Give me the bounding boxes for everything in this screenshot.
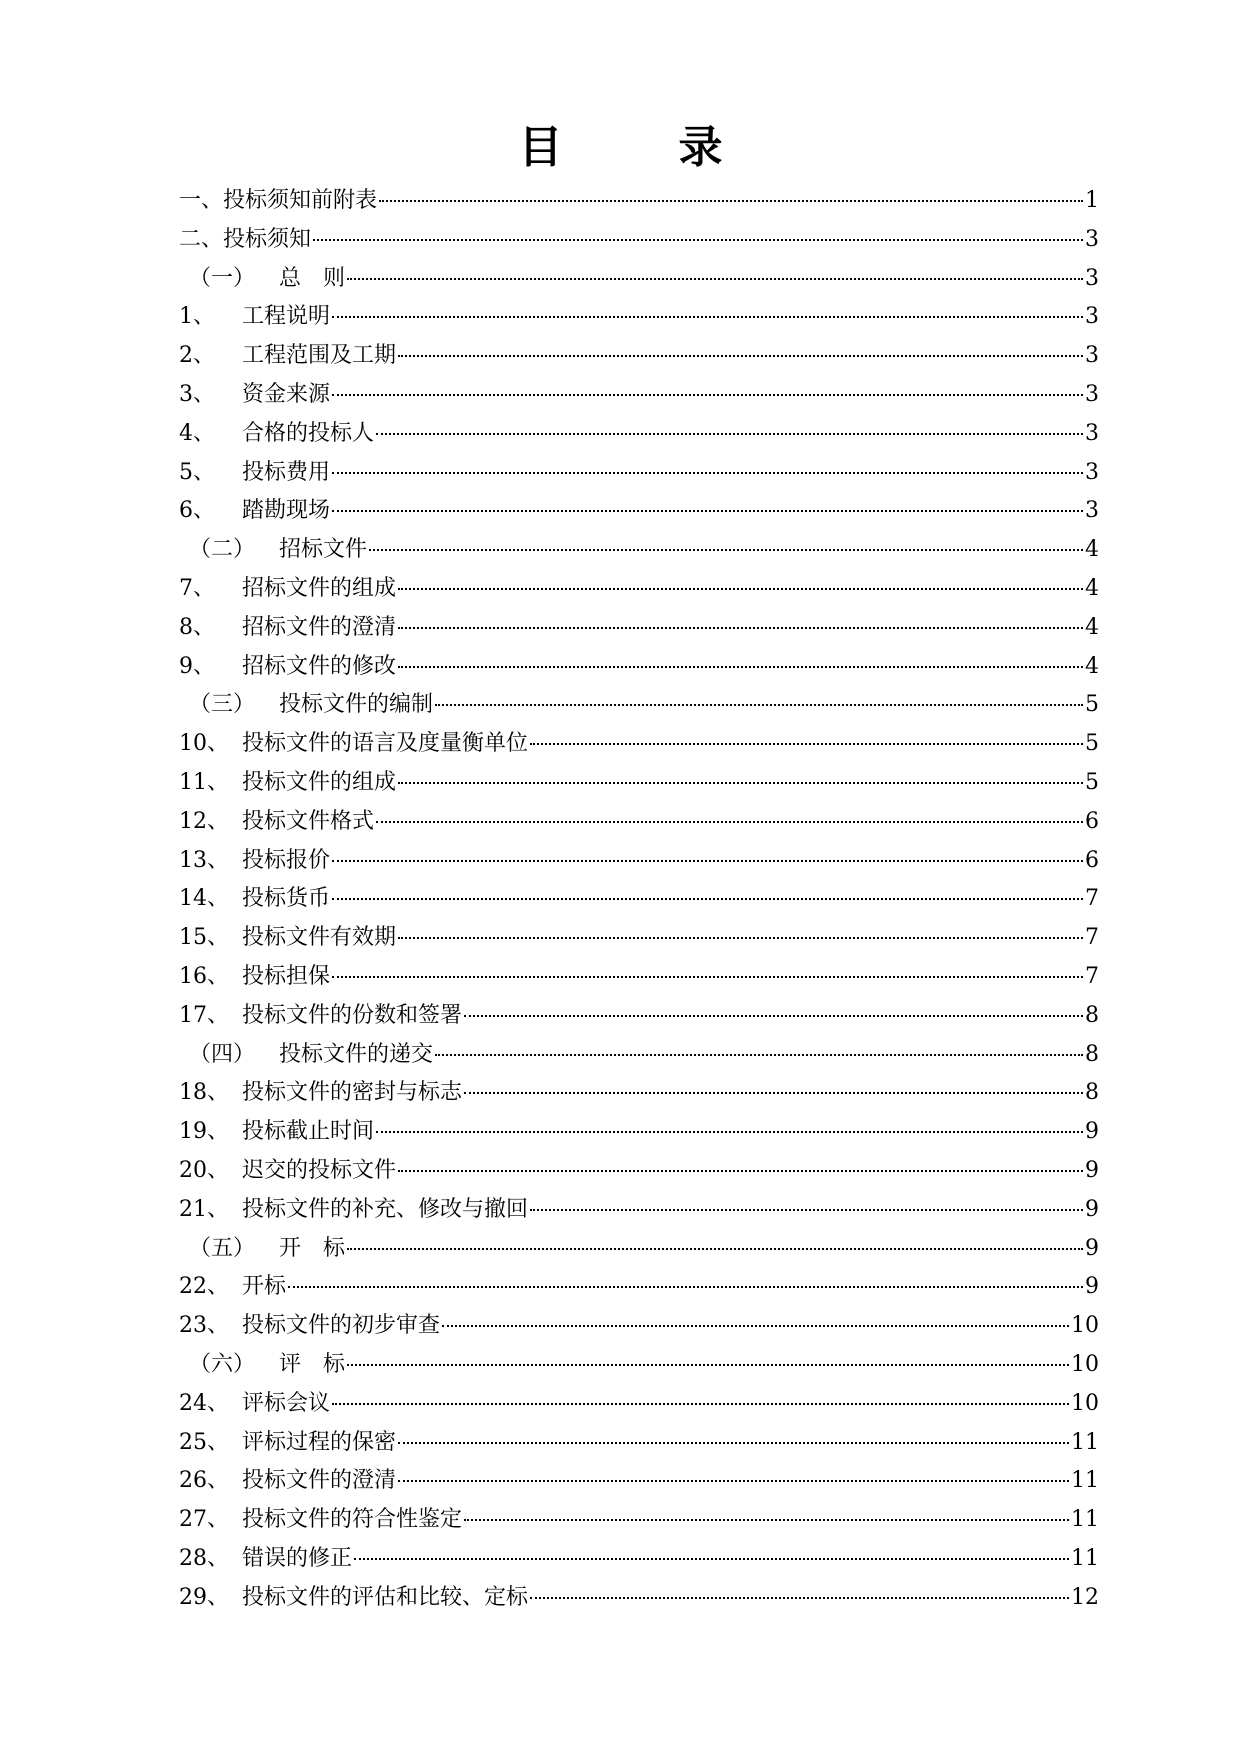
toc-entry-page-number: 7 [1085, 886, 1099, 912]
toc-entry[interactable] [179, 652, 1099, 691]
toc-entry-number: 28、 [179, 1545, 229, 1571]
toc-entry-page-number: 5 [1085, 769, 1099, 795]
toc-entry-title: 招标文件的澄清 [242, 614, 397, 640]
toc-dot-leader [464, 1519, 1069, 1521]
toc-entry[interactable] [179, 1117, 1099, 1156]
toc-entry[interactable] [179, 1466, 1099, 1505]
toc-entry-title: 招标文件的组成 [242, 575, 397, 601]
toc-dot-leader [398, 1442, 1069, 1444]
toc-entry-page-number: 6 [1085, 847, 1099, 873]
toc-dot-leader [398, 1480, 1069, 1482]
toc-entry-number: 17、 [179, 1002, 229, 1028]
toc-entry-number: 27、 [179, 1507, 229, 1533]
toc-dot-leader [288, 1286, 1083, 1288]
toc-entry-number: 25、 [179, 1429, 229, 1455]
toc-entry-number: （五） [189, 1235, 256, 1261]
toc-entry-number: 13、 [179, 847, 229, 873]
toc-entry-number: 6、 [179, 498, 215, 524]
toc-entry[interactable] [179, 1272, 1099, 1311]
toc-entry[interactable] [179, 458, 1099, 497]
toc-entry-page-number: 9 [1085, 1235, 1099, 1261]
toc-entry-page-number: 10 [1071, 1351, 1099, 1377]
toc-entry[interactable] [179, 225, 1099, 264]
toc-entry[interactable] [179, 1195, 1099, 1234]
toc-dot-leader [398, 937, 1083, 939]
toc-entry-number: （六） [189, 1351, 256, 1377]
toc-entry-page-number: 5 [1085, 731, 1099, 757]
toc-entry-page-number: 6 [1085, 808, 1099, 834]
toc-entry-number: 24、 [179, 1390, 229, 1416]
toc-dot-leader [332, 316, 1083, 318]
toc-dot-leader [464, 1092, 1083, 1094]
toc-entry-title: 投标文件的递交 [279, 1041, 434, 1067]
toc-dot-leader [530, 743, 1083, 745]
toc-entry-title: 投标文件的补充、修改与撤回 [242, 1196, 529, 1222]
toc-entry-number: 8、 [179, 614, 215, 640]
toc-entry-title: 投标须知前附表 [223, 188, 378, 213]
toc-entry-page-number: 9 [1085, 1274, 1099, 1300]
toc-entry-title: 工程说明 [242, 304, 331, 330]
toc-entry-title: 投标担保 [242, 963, 331, 989]
toc-entry-title: 投标文件的符合性鉴定 [242, 1507, 463, 1533]
toc-entry-title: 投标须知 [223, 226, 312, 252]
toc-dot-leader [398, 355, 1083, 357]
toc-dot-leader [332, 898, 1083, 900]
toc-entry-number: （四） [189, 1041, 256, 1067]
toc-entry-page-number: 7 [1085, 963, 1099, 989]
toc-entry-title: 合格的投标人 [242, 420, 375, 446]
toc-entry-page-number: 11 [1071, 1429, 1099, 1455]
toc-entry[interactable] [179, 574, 1099, 613]
toc-entry-number: 5、 [179, 459, 215, 485]
toc-entry-page-number: 3 [1085, 265, 1099, 291]
toc-entry-number: 二、 [179, 226, 224, 252]
toc-dot-leader [398, 627, 1083, 629]
toc-entry-number: 7、 [179, 575, 215, 601]
toc-entry[interactable] [179, 1001, 1099, 1040]
toc-dot-leader [464, 1015, 1083, 1017]
toc-dot-leader [530, 1597, 1069, 1599]
toc-entry-number: 2、 [179, 343, 215, 369]
toc-entry-page-number: 3 [1085, 459, 1099, 485]
toc-entry[interactable] [179, 884, 1099, 923]
toc-entry[interactable] [179, 535, 1099, 574]
toc-entry-number: 29、 [179, 1584, 229, 1610]
toc-entry[interactable] [179, 846, 1099, 885]
toc-entry-title: 投标文件的编制 [279, 692, 434, 718]
toc-dot-leader [376, 1131, 1083, 1133]
toc-dot-leader [347, 278, 1083, 280]
toc-entry[interactable] [179, 1428, 1099, 1467]
table-of-contents [179, 186, 1099, 1621]
toc-entry[interactable] [179, 1389, 1099, 1428]
toc-entry-title: 评标过程的保密 [242, 1429, 397, 1455]
toc-entry-number: 26、 [179, 1468, 229, 1494]
toc-dot-leader [376, 821, 1083, 823]
toc-entry-page-number: 9 [1085, 1157, 1099, 1183]
toc-entry-title: 开 标 [279, 1235, 346, 1261]
toc-entry-title: 投标文件的语言及度量衡单位 [242, 731, 529, 757]
toc-entry-title: 投标文件的澄清 [242, 1468, 397, 1494]
toc-entry-page-number: 1 [1085, 188, 1099, 213]
toc-entry-number: 22、 [179, 1274, 229, 1300]
toc-dot-leader [332, 394, 1083, 396]
toc-entry-page-number: 3 [1085, 304, 1099, 330]
toc-entry[interactable] [179, 1040, 1099, 1079]
toc-entry-page-number: 4 [1085, 653, 1099, 679]
toc-entry[interactable] [179, 729, 1099, 768]
toc-entry[interactable] [179, 1544, 1099, 1583]
toc-entry-page-number: 11 [1071, 1468, 1099, 1494]
toc-dot-leader [435, 1054, 1083, 1056]
toc-entry-page-number: 12 [1071, 1584, 1099, 1610]
toc-entry-number: 9、 [179, 653, 215, 679]
toc-entry-page-number: 3 [1085, 343, 1099, 369]
page-title: 目 录 [518, 122, 759, 173]
toc-dot-leader [379, 200, 1083, 202]
toc-entry-title: 投标文件有效期 [242, 925, 397, 951]
toc-entry[interactable] [179, 923, 1099, 962]
toc-entry-number: 18、 [179, 1080, 229, 1106]
toc-entry[interactable] [179, 496, 1099, 535]
toc-dot-leader [398, 782, 1083, 784]
toc-entry-title: 投标文件的密封与标志 [242, 1080, 463, 1106]
toc-entry-title: 投标文件的评估和比较、定标 [242, 1584, 529, 1610]
toc-dot-leader [435, 704, 1083, 706]
toc-entry-number: （三） [189, 692, 256, 718]
toc-entry-page-number: 3 [1085, 420, 1099, 446]
toc-entry[interactable] [179, 1505, 1099, 1544]
toc-entry-title: 投标截止时间 [242, 1119, 375, 1145]
toc-entry-number: 15、 [179, 925, 229, 951]
toc-entry-page-number: 9 [1085, 1196, 1099, 1222]
toc-entry-title: 评标会议 [242, 1390, 331, 1416]
toc-dot-leader [347, 1248, 1083, 1250]
toc-entry-title: 投标文件的初步审查 [242, 1313, 441, 1339]
toc-entry-number: 11、 [179, 769, 229, 795]
toc-entry-title: 迟交的投标文件 [242, 1157, 397, 1183]
toc-entry-page-number: 8 [1085, 1080, 1099, 1106]
toc-entry[interactable] [179, 962, 1099, 1001]
toc-entry-page-number: 8 [1085, 1041, 1099, 1067]
toc-dot-leader [398, 666, 1083, 668]
toc-entry[interactable] [179, 341, 1099, 380]
toc-dot-leader [530, 1209, 1083, 1211]
toc-dot-leader [376, 433, 1083, 435]
toc-entry-number: 一、 [179, 188, 224, 213]
toc-entry-page-number: 11 [1071, 1507, 1099, 1533]
toc-entry-page-number: 3 [1085, 381, 1099, 407]
toc-entry-title: 招标文件 [279, 537, 368, 563]
toc-entry-page-number: 10 [1071, 1313, 1099, 1339]
toc-entry-page-number: 5 [1085, 692, 1099, 718]
toc-entry-page-number: 3 [1085, 226, 1099, 252]
toc-entry-title: 资金来源 [242, 381, 331, 407]
toc-entry-title: 投标报价 [242, 847, 331, 873]
toc-dot-leader [332, 510, 1083, 512]
toc-dot-leader [442, 1325, 1069, 1327]
toc-entry-page-number: 10 [1071, 1390, 1099, 1416]
toc-dot-leader [354, 1558, 1069, 1560]
toc-entry[interactable] [179, 1311, 1099, 1350]
toc-entry[interactable] [179, 690, 1099, 729]
toc-entry[interactable] [179, 1350, 1099, 1389]
toc-entry-title: 投标货币 [242, 886, 331, 912]
toc-entry-title: 踏勘现场 [242, 498, 331, 524]
toc-entry-title: 投标文件格式 [242, 808, 375, 834]
toc-entry[interactable] [179, 1156, 1099, 1195]
toc-dot-leader [369, 549, 1083, 551]
toc-entry-page-number: 4 [1085, 537, 1099, 563]
toc-entry-number: 16、 [179, 963, 229, 989]
toc-entry-number: 19、 [179, 1119, 229, 1145]
toc-entry-page-number: 3 [1085, 498, 1099, 524]
toc-entry-number: 10、 [179, 731, 229, 757]
toc-dot-leader [398, 1170, 1083, 1172]
toc-entry-page-number: 4 [1085, 575, 1099, 601]
toc-entry[interactable] [179, 419, 1099, 458]
toc-entry-title: 总 则 [279, 265, 346, 291]
toc-entry-title: 开标 [242, 1274, 287, 1300]
toc-dot-leader [332, 860, 1083, 862]
toc-entry-number: 23、 [179, 1313, 229, 1339]
toc-dot-leader [313, 239, 1083, 241]
toc-entry[interactable] [179, 1078, 1099, 1117]
toc-entry-title: 工程范围及工期 [242, 343, 397, 369]
toc-entry[interactable] [179, 1583, 1099, 1622]
toc-entry-page-number: 7 [1085, 925, 1099, 951]
toc-entry-title: 错误的修正 [242, 1545, 353, 1571]
toc-entry[interactable] [179, 264, 1099, 303]
toc-entry[interactable] [179, 380, 1099, 419]
toc-entry-number: 21、 [179, 1196, 229, 1222]
toc-entry-page-number: 11 [1071, 1545, 1099, 1571]
toc-entry-title: 投标文件的份数和签署 [242, 1002, 463, 1028]
toc-entry-page-number: 9 [1085, 1119, 1099, 1145]
toc-entry-title: 评 标 [279, 1351, 346, 1377]
toc-entry[interactable] [179, 302, 1099, 341]
toc-dot-leader [332, 472, 1083, 474]
toc-entry[interactable] [179, 768, 1099, 807]
toc-entry-number: 3、 [179, 381, 215, 407]
toc-entry[interactable] [179, 186, 1099, 225]
toc-dot-leader [332, 1403, 1069, 1405]
toc-dot-leader [398, 588, 1083, 590]
toc-entry[interactable] [179, 1234, 1099, 1273]
toc-entry-page-number: 8 [1085, 1002, 1099, 1028]
toc-dot-leader [332, 976, 1083, 978]
toc-entry-number: 1、 [179, 304, 215, 330]
toc-dot-leader [347, 1364, 1069, 1366]
toc-entry-number: 4、 [179, 420, 215, 446]
toc-entry[interactable] [179, 807, 1099, 846]
toc-entry-number: 14、 [179, 886, 229, 912]
toc-entry-title: 招标文件的修改 [242, 653, 397, 679]
toc-entry-page-number: 4 [1085, 614, 1099, 640]
toc-entry-title: 投标文件的组成 [242, 769, 397, 795]
toc-entry-title: 投标费用 [242, 459, 331, 485]
toc-entry-number: （一） [189, 265, 256, 291]
toc-entry[interactable] [179, 613, 1099, 652]
toc-entry-number: 12、 [179, 808, 229, 834]
toc-entry-number: 20、 [179, 1157, 229, 1183]
toc-entry-number: （二） [189, 537, 256, 563]
